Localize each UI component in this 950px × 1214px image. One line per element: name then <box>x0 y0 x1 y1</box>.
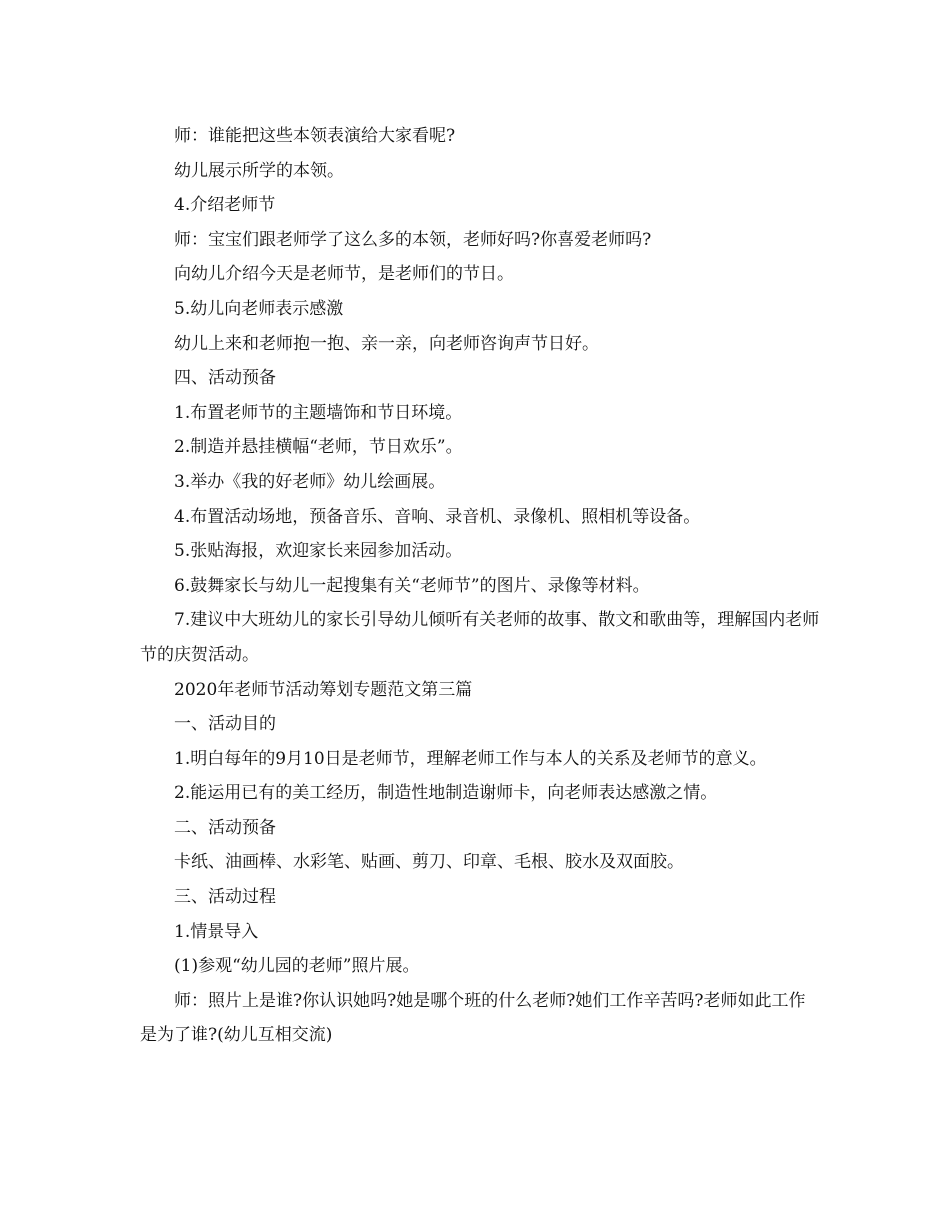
list-item: 5.张贴海报，欢迎家长来园参加活动。 <box>174 541 463 562</box>
paragraph: 师：宝宝们跟老师学了这么多的本领，老师好吗?你喜爱老师吗? <box>174 229 652 250</box>
list-item: 7.建议中大班幼儿的家长引导幼儿倾听有关老师的故事、散文和歌曲等，理解国内老师节的庆贺活动。 <box>140 610 820 665</box>
section-heading: 四、活动预备 <box>174 368 276 389</box>
section-heading: 1.情景导入 <box>174 921 259 942</box>
list-item: 3.举办《我的好老师》幼儿绘画展。 <box>174 471 446 492</box>
paragraph: 卡纸、油画棒、水彩笔、贴画、剪刀、印章、毛根、胶水及双面胶。 <box>174 852 684 873</box>
section-heading: 4.介绍老师节 <box>174 195 276 216</box>
list-item: (1)参观“幼儿园的老师”照片展。 <box>174 956 420 977</box>
paragraph: 师：谁能把这些本领表演给大家看呢? <box>174 126 456 146</box>
section-heading: 一、活动目的 <box>174 714 276 735</box>
document-body <box>140 119 820 1053</box>
section-heading: 三、活动过程 <box>174 887 276 908</box>
paragraph: 向幼儿介绍今天是老师节，是老师们的节日。 <box>174 264 514 285</box>
list-item: 6.鼓舞家长与幼儿一起搜集有关“老师节”的图片、录像等材料。 <box>174 575 650 596</box>
section-heading: 5.幼儿向老师表示感激 <box>174 298 344 319</box>
paragraph: 幼儿上来和老师抱一抱、亲一亲，向老师咨询声节日好。 <box>174 333 599 354</box>
paragraph: 幼儿展示所学的本领。 <box>174 160 344 181</box>
list-item: 2.制造并悬挂横幅“老师，节日欢乐”。 <box>174 437 463 458</box>
paragraph: 师：照片上是谁?你认识她吗?她是哪个班的什么老师?她们工作辛苦吗?老师如此工作是为了谁?(幼儿互相交流) <box>140 990 806 1046</box>
list-item: 1.明白每年的9月10日是老师节，理解老师工作与本人的关系及老师节的意义。 <box>174 748 767 769</box>
section-heading: 二、活动预备 <box>174 817 276 838</box>
list-item: 2.能运用已有的美工经历，制造性地制造谢师卡，向老师表达感激之情。 <box>174 783 718 804</box>
list-item: 4.布置活动场地，预备音乐、音响、录音机、录像机、照相机等设备。 <box>174 506 701 527</box>
article-title: 2020年老师节活动筹划专题范文第三篇 <box>174 679 473 700</box>
list-item: 1.布置老师节的主题墙饰和节日环境。 <box>174 402 463 423</box>
